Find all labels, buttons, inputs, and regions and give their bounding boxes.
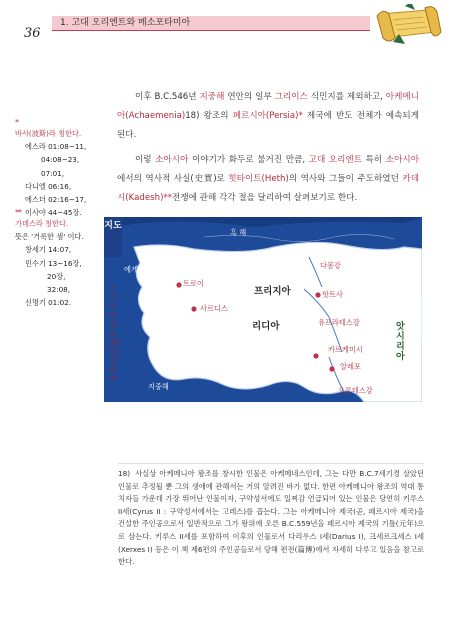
map-label-troy: 트로이 bbox=[183, 279, 204, 288]
note-ref: 창세기 14:07, bbox=[25, 245, 72, 255]
map-graphic bbox=[104, 217, 422, 402]
text-run: 소아시아 bbox=[155, 155, 189, 165]
note-marker: ** bbox=[15, 208, 21, 217]
text-run: 소아시아 bbox=[385, 155, 420, 165]
sidebar-note-1 bbox=[15, 118, 86, 219]
page-number: 36 bbox=[24, 26, 41, 41]
chapter-title: 1. 고대 오리엔트와 메소포타미아 bbox=[60, 18, 191, 28]
note-ref: 민수기 13~16장, bbox=[25, 258, 82, 268]
map-label-euphrates: 유프라테스강 bbox=[318, 318, 360, 327]
page-header bbox=[0, 0, 450, 44]
footnote-number: 18) bbox=[118, 469, 131, 478]
header-rule bbox=[52, 30, 370, 31]
map-label-phrygia: 프리지아 bbox=[254, 286, 291, 297]
footnote-divider bbox=[118, 463, 424, 464]
map-label-aegean: 에게해 bbox=[124, 265, 145, 274]
map-tab-label: 지도 bbox=[104, 217, 122, 257]
map-label-hattusa: 핫트사 bbox=[322, 290, 343, 299]
note-ref: 다니엘 06:16, bbox=[25, 181, 72, 191]
troy-marker bbox=[176, 282, 181, 287]
map-label-aleppo: 알레포 bbox=[340, 362, 361, 371]
map-label-sardis: 사르디스 bbox=[200, 304, 228, 313]
footnote bbox=[118, 468, 424, 569]
text-run: 제국에 반도 전체가 예속되게 된다. bbox=[117, 111, 419, 140]
sardis-marker bbox=[191, 306, 196, 311]
text-run: 연안의 일부 bbox=[224, 92, 275, 102]
text-run: 페르시아(Persia)* bbox=[232, 111, 303, 121]
sidebar-note-2 bbox=[15, 208, 84, 309]
text-run: 에서의 역사적 사실(史實)로 bbox=[117, 174, 229, 184]
note-ref: 에스더 02:16~17, bbox=[25, 195, 87, 205]
note-ref: 이사야 44~45장. bbox=[25, 208, 82, 218]
footnote-text: 사실상 아케메니아 왕조를 창시한 인물은 아케메네스인데, 그는 다만 B.C.7세기경 살았던 인물로 추정될 뿐 그의 생애에 관해서는 거의 알려진 바가 없다. 한편 아케메니아 왕조의 역대 통치자들 가운데 가장 뛰어난 인물이자, 구약성서에도 일찌감 언급되어 있는 인물은 당연히 키루스 II세(Cyrus II : 구약성서에서는 고레스)를 꼽는다. 그는 아케메니아 제국(곧, 페르시아 제국)을 건설한 주인공으로서 일반적으로 그가 왕위에 오른 B.C.559년을 페르시아 제국의 기틀(元年)으로 삼는다. 키루스 II세를 포함하여 이후의 인물로서 다리우스 I세(Darius I), 크세르크세스 I세(Xerxes I) 등은 이 책 제6편의 주인공들로서 당해 편전(篇傳)에서 자세히 다루고 있음을 참고로 한다. bbox=[118, 469, 425, 567]
text-run: 카데시(Kadesh)** bbox=[117, 174, 420, 203]
text-run: 식민지를 제외하고, bbox=[307, 92, 386, 102]
note-ref: 신명기 01:02. bbox=[25, 298, 72, 308]
text-run: 지중해 bbox=[199, 92, 225, 102]
note-intro: 가데스라 칭한다. bbox=[15, 219, 69, 228]
text-run: 이후 B.C.546년 bbox=[135, 92, 200, 102]
text-run: 이야기가 화두로 불거진 만큼, bbox=[188, 155, 309, 165]
note-ref: 32:08, bbox=[47, 285, 70, 295]
scroll-decoration-icon bbox=[375, 4, 443, 44]
carchemish-marker bbox=[313, 353, 318, 358]
paragraph-2 bbox=[117, 151, 419, 208]
map-label-halys: 다봄강 bbox=[320, 261, 341, 270]
map-side-caption: 소아시아 영토(領土)의 변천 bbox=[109, 284, 120, 383]
map-label-lydia: 리디아 bbox=[252, 321, 280, 332]
map-label-orontes: 오론테스강 bbox=[338, 386, 373, 395]
text-run: 의 역사와 그들이 주도하였던 bbox=[288, 174, 403, 184]
note-intro-2: 뜻은 '거룩한 샘' 이다. bbox=[15, 232, 84, 242]
note-ref: 04:08~23, bbox=[41, 155, 80, 165]
aleppo-marker bbox=[329, 366, 334, 371]
text-run: 전쟁에 관해 각각 절을 달리하여 살펴보기로 한다. bbox=[172, 193, 358, 203]
text-run: 그리이스 bbox=[274, 92, 308, 102]
note-marker: * bbox=[15, 118, 18, 127]
text-run: 아케메니아(Achaemenia) bbox=[117, 92, 419, 121]
text-run: 특히 bbox=[362, 155, 386, 165]
note-ref: 20장, bbox=[47, 271, 66, 281]
map-label-mediterranean: 지중해 bbox=[148, 382, 169, 391]
text-run: 이렇 bbox=[135, 155, 156, 165]
note-ref: 에스라 01:08~11, bbox=[25, 142, 87, 152]
map-label-syria: 앗시리아 bbox=[396, 322, 405, 362]
main-text bbox=[117, 88, 419, 214]
map-label-black-sea: 흑 해 bbox=[230, 228, 247, 237]
map-label-carchemish: 카르케미시 bbox=[328, 345, 363, 354]
note-ref: 07:01, bbox=[41, 168, 64, 178]
note-intro: 바사(波斯)라 칭한다. bbox=[15, 129, 82, 138]
text-run: 18) 왕조의 bbox=[185, 111, 233, 121]
paragraph-1 bbox=[117, 88, 419, 145]
hattusa-marker bbox=[315, 292, 320, 297]
asia-minor-map bbox=[104, 217, 422, 402]
text-run: 힛타이트(Heth) bbox=[228, 174, 289, 184]
text-run: 고대 오리엔트 bbox=[308, 155, 363, 165]
